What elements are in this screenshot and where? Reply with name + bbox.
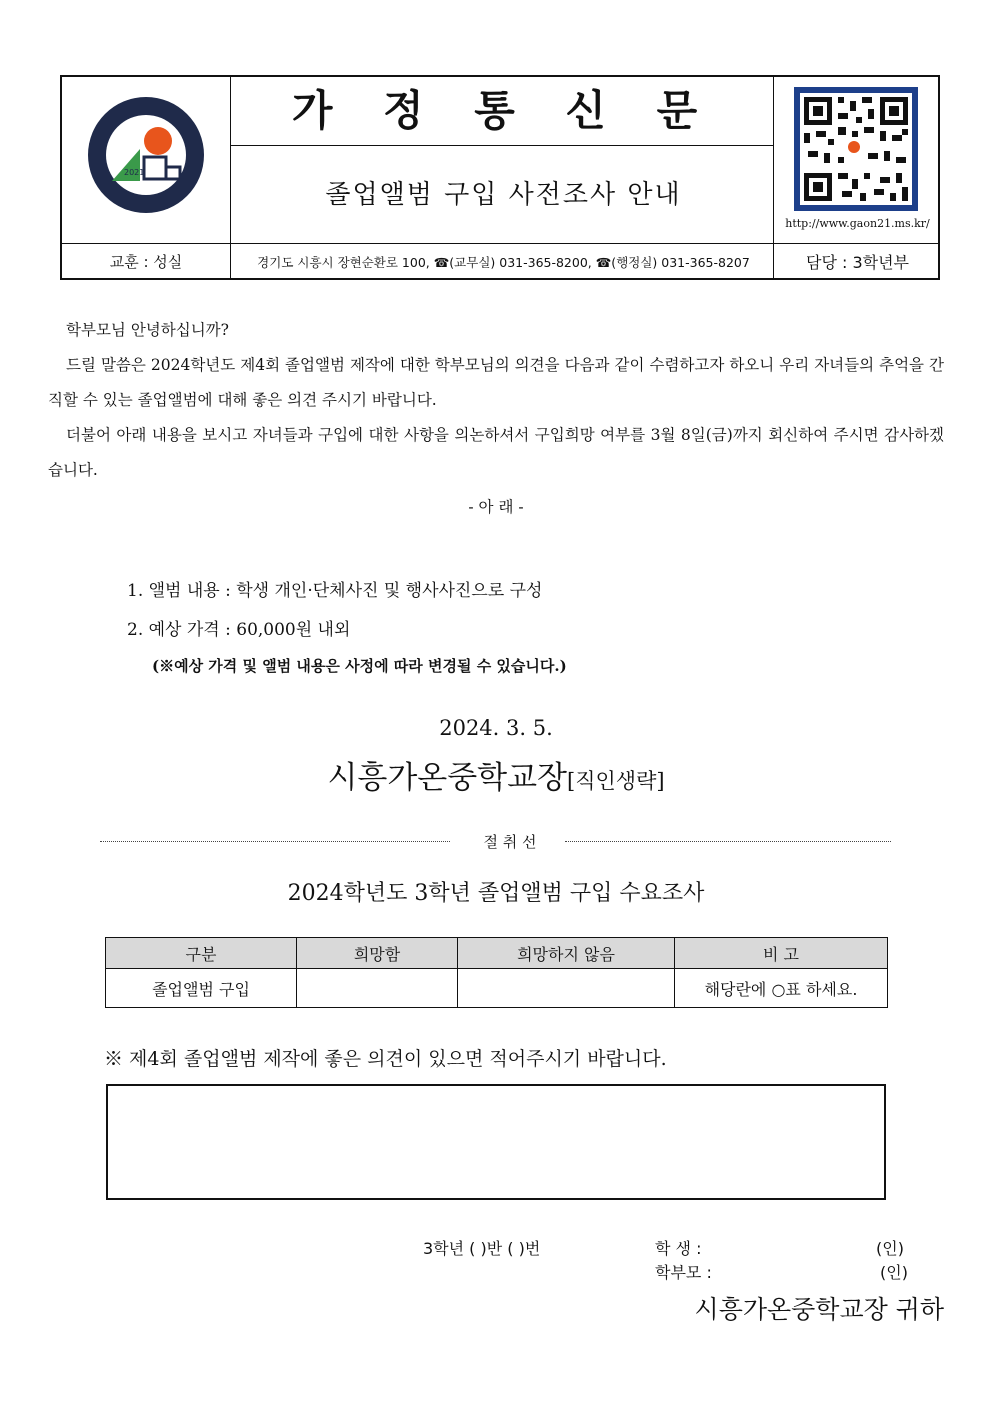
paragraph-2: 더불어 아래 내용을 보시고 자녀들과 구입에 대한 사항을 의논하셔서 구입희망 여부를 3월 8일(금)까지 회신하여 주시면 감사하겠습니다. xyxy=(48,426,944,479)
document-subtitle: 졸업앨범 구입 사전조사 안내 xyxy=(325,180,682,210)
cut-line-label: 절 취 선 xyxy=(483,833,537,851)
cell-not-want[interactable] xyxy=(458,969,675,1008)
student-label: 학 생 : xyxy=(655,1239,702,1258)
seal-omitted: [직인생략] xyxy=(567,769,665,793)
issue-date: 2024. 3. 5. xyxy=(439,716,553,740)
principal-name: 시흥가온중학교장 xyxy=(327,760,568,796)
school-logo xyxy=(86,95,206,219)
header-want: 희망함 xyxy=(297,938,458,969)
document-title: 가 정 통 신 문 xyxy=(291,86,716,135)
table-row xyxy=(106,969,888,1008)
parent-label: 학부모 : xyxy=(655,1263,712,1282)
school-url[interactable]: http://www.gaon21.ms.kr/ xyxy=(785,217,930,230)
greeting: 학부모님 안녕하십니까? xyxy=(66,321,229,339)
cut-line-left xyxy=(100,841,450,842)
addressee: 시흥가온중학교장 귀하 xyxy=(694,1295,944,1324)
sender xyxy=(0,752,992,797)
cell-want[interactable] xyxy=(297,969,458,1008)
opinion-prompt: ※ 제4회 졸업앨범 제작에 좋은 의견이 있으면 적어주시기 바랍니다. xyxy=(104,1048,667,1070)
qr-code xyxy=(794,87,918,215)
header-category: 구분 xyxy=(106,938,297,969)
cell-category: 졸업앨범 구입 xyxy=(106,969,297,1008)
person-in-charge: 담당 : 3학년부 xyxy=(805,253,910,272)
paragraph-1: 드릴 말씀은 2024학년도 제4회 졸업앨범 제작에 대한 학부모님의 의견을 다음과 같이 수렴하고자 하오니 우리 자녀들의 추억을 간직할 수 있는 졸업앨범에 대해 좋은 의견 주시기 바랍니다. xyxy=(48,356,944,409)
change-notice: (※예상 가격 및 앨범 내용은 사정에 따라 변경될 수 있습니다.) xyxy=(152,657,567,675)
student-seal: (인) xyxy=(876,1239,904,1258)
item-album-content: 1. 앨범 내용 : 학생 개인·단체사진 및 행사사진으로 구성 xyxy=(127,581,543,601)
opinion-box[interactable] xyxy=(106,1084,886,1200)
header-remarks: 비 고 xyxy=(675,938,888,969)
parent-seal: (인) xyxy=(880,1263,908,1282)
item-expected-price: 2. 예상 가격 : 60,000원 내외 xyxy=(127,620,351,640)
below-heading: - 아 래 - xyxy=(468,498,524,516)
cut-line-right xyxy=(565,841,891,842)
cell-remarks: 해당란에 ○표 하세요. xyxy=(675,969,888,1008)
class-number-line: 3학년 ( )반 ( )번 xyxy=(423,1239,541,1258)
letterhead xyxy=(60,75,940,280)
survey-table xyxy=(105,937,888,1008)
survey-title: 2024학년도 3학년 졸업앨범 구입 수요조사 xyxy=(287,881,705,906)
school-motto: 교훈 : 성실 xyxy=(109,253,183,271)
svg-text:2021: 2021 xyxy=(124,168,145,177)
school-address: 경기도 시흥시 장현순환로 100, ☎(교무실) 031-365-8200, ☎(행정실) 031-365-8207 xyxy=(257,255,750,270)
header-not-want: 희망하지 않음 xyxy=(458,938,675,969)
